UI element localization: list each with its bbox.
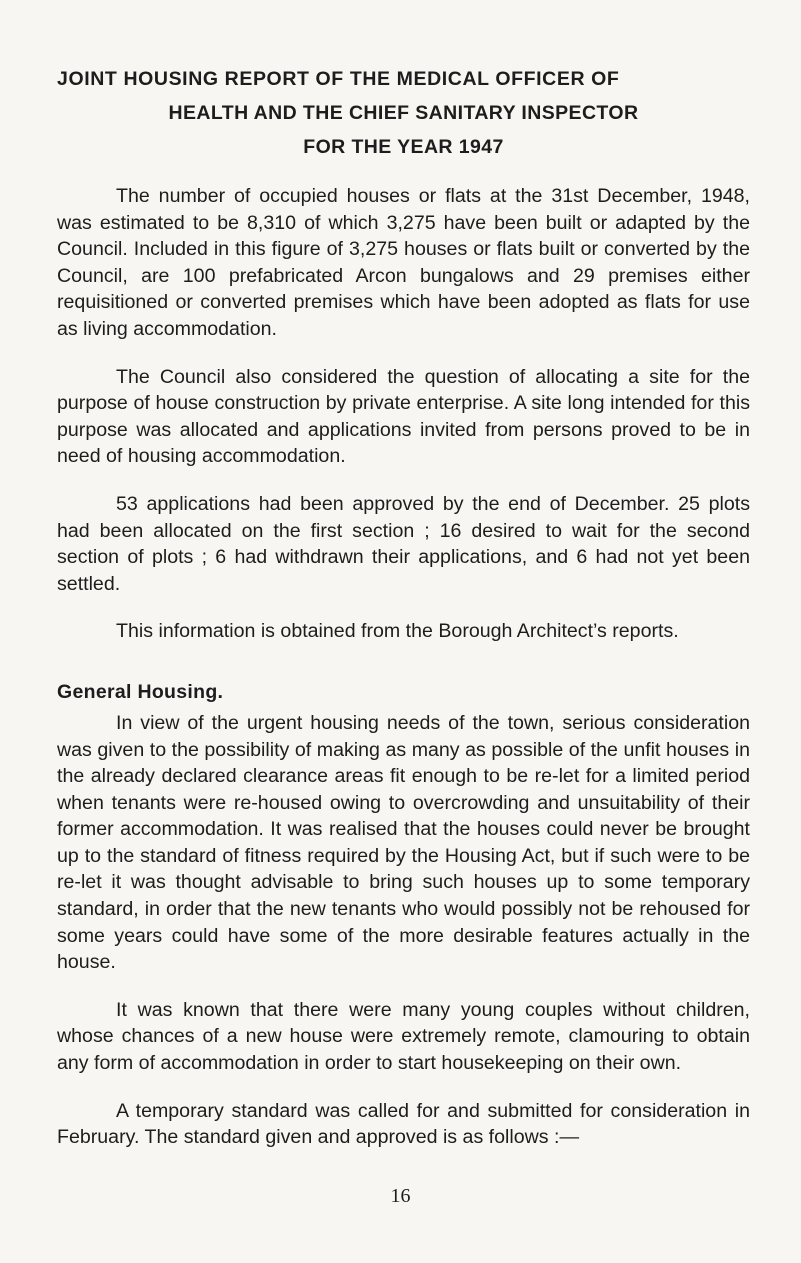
paragraph-young-couples: It was known that there were many young couples without children, whose chances of a new house were extremely remote, clamouring to obtain any form of accommodation in order to start housekeeping on their own.	[57, 998, 750, 1075]
title-line-2: HEALTH AND THE CHIEF SANITARY INSPECTOR	[168, 102, 639, 124]
report-page	[57, 62, 750, 1151]
title-line-3: FOR THE YEAR 1947	[303, 136, 504, 158]
paragraph-applications: 53 applications had been approved by the end of December. 25 plots had been allocated on the first section ; 16 desired to wait for the second section of plots ; 6 had withdrawn their applications, and 6 had not yet been settled.	[57, 492, 750, 595]
paragraph-occupied-houses: The number of occupied houses or flats at the 31st December, 1948, was estimated to be 8,310 of which 3,275 have been built or adapted by the Council. Included in this figure of 3,275 houses or flats built or converted by the Council, are 100 prefabricated Arcon bungalows and 29 premises either requisitioned or converted premises which have been adopted as flats for use as living accommodation.	[57, 185, 750, 340]
title-line-1: JOINT HOUSING REPORT OF THE MEDICAL OFFICER OF	[57, 68, 620, 90]
paragraph-urgent-housing-needs: In view of the urgent housing needs of the town, serious consideration was given to the possibility of making as many as possible of the unfit houses in the already declared clearance areas fit enough to be re-let for a limited period when tenants were re-housed owing to overcrowding and unsuitability of their former accommodation. It was realised that the houses could never be brought up to the standard of fitness required by the Housing Act, but if such were to be re-let it was thought advisable to bring such houses up to some temporary standard, in order that the new tenants who would possibly not be rehoused for some years could have some of the more desirable features actually in the house.	[57, 711, 750, 974]
paragraph-private-enterprise-site: The Council also considered the question of allocating a site for the purpose of house construction by private enterprise. A site long intended for this purpose was allocated and applications invited from persons proved to be in need of housing accommodation.	[57, 365, 750, 468]
paragraph-temporary-standard: A temporary standard was called for and submitted for consideration in February. The standard given and approved is as follows :—	[57, 1099, 750, 1149]
report-title	[57, 62, 750, 164]
paragraph-information-source: This information is obtained from the Borough Architect’s reports.	[116, 620, 679, 643]
section-heading-general-housing: General Housing.	[57, 680, 224, 703]
page-number: 16	[390, 1185, 411, 1207]
